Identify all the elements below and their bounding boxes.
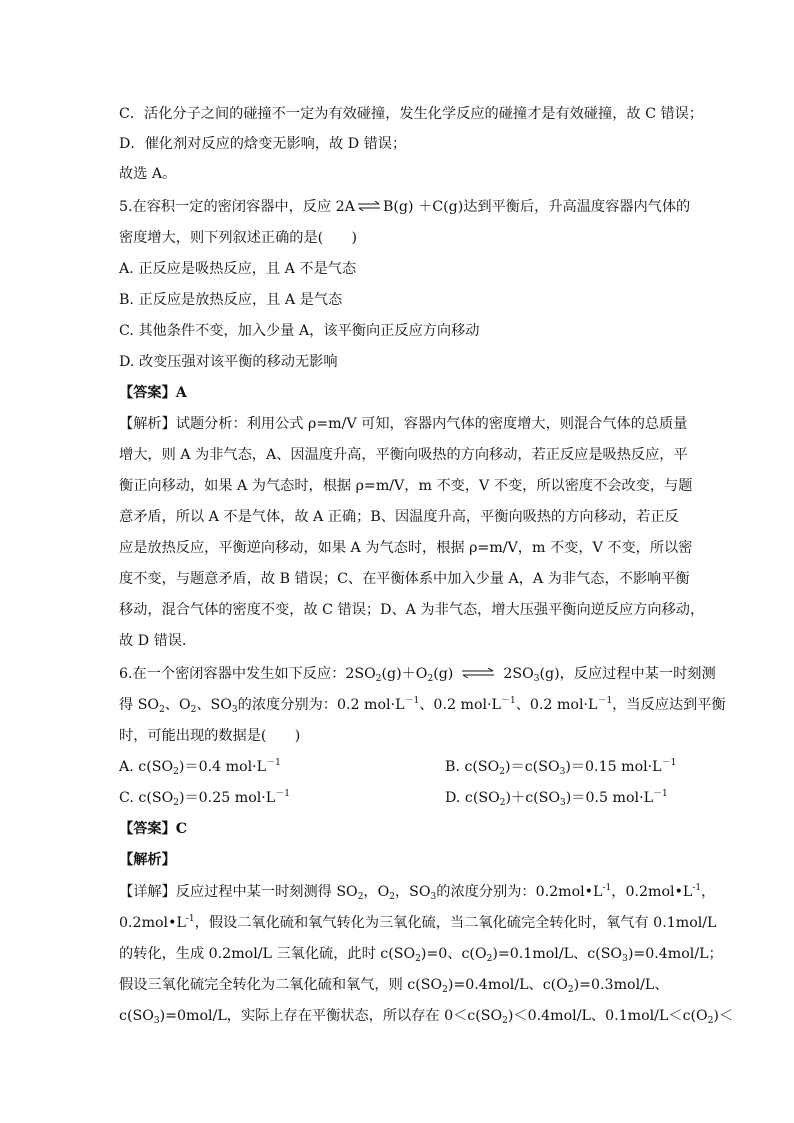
text-line: C．活化分子之间的碰撞不一定为有效碰撞，发生化学反应的碰撞才是有效碰撞，故 C 错误；: [119, 106, 704, 122]
equilibrium-arrow-icon: [357, 201, 381, 211]
text-line: 故选 A。: [119, 166, 177, 182]
question-5-option-d: D. 改变压强对该平衡的移动无影响: [119, 354, 338, 370]
question-5-stem: 5.在容积一定的密闭容器中，反应 2A B(g) ＋C(g)达到平衡后，升高温度容器内气体的: [119, 199, 691, 215]
question-6-stem: 时，可能出现的数据是( ): [119, 728, 301, 744]
question-5-answer: 【答案】A: [119, 385, 187, 401]
question-6-answer: 【答案】C: [119, 821, 188, 837]
question-5-option-c: C. 其他条件不变，加入少量 A，该平衡向正反应方向移动: [119, 323, 480, 339]
question-6-option-c: C. $c(SO_2)=0.25$ $mol\cdot L^{-1}$: [119, 789, 290, 808]
question-6-detail: $0.2mol•L^{-1}$，假设二氧化硫和氧气转化为三氧化硫，当二氧化硫完全转化时，氧气有 0.1mol/L: [119, 914, 717, 931]
question-5-explanation: 故 D 错误．: [119, 633, 197, 649]
question-5-option-a: A. 正反应是吸热反应，且 A 不是气态: [119, 261, 357, 277]
question-5-explanation: 增大，则 A 为非气态，A、因温度升高，平衡向吸热的方向移动，若正反应是吸热反应，平: [119, 447, 688, 463]
question-6-option-b: B. $c(SO_2)=c(SO_3)=0.15$ $mol\cdot L^{-1}$: [445, 758, 677, 777]
question-6-detail: 假设三氧化硫完全转化为二氧化硫和氧气，则 $c(SO_2)=0.4mol/L$、$c(O_2)=0.3mol/L$、: [119, 977, 669, 995]
question-6-stem: 6.在一个密闭容器中发生如下反应：$2SO_2(g)+O_2(g)$ $2SO_3(g)$，反应过程中某一时刻测: [119, 666, 716, 684]
question-5-explanation: 度不变，与题意矛盾，故 B 错误；C、在平衡体系中加入少量 A，A 为非气态，不影响平衡: [119, 571, 690, 587]
question-6-analysis-heading: 【解析】: [119, 852, 176, 868]
question-5-explanation: 【解析】试题分析：利用公式 ρ=m/V 可知，容器内气体的密度增大，则混合气体的总质量: [119, 416, 688, 432]
question-6-stem: 得 $SO_2$、$O_2$、$SO_3$的浓度分别为：0.2 $mol\cdot L^{-1}$、0.2 $mol\cdot L^{-1}$、0.2 $mol\cdot L^{-1}$，当反应达到平衡: [119, 696, 726, 715]
question-5-explanation: 应是放热反应，平衡逆向移动，如果 A 为气态时，根据 ρ=m/V，m 不变，V 不变，所以密: [119, 540, 693, 556]
question-6-detail: 的转化，生成 0.2mol/L 三氧化硫，此时 $c(SO_2)=0$、$c(O_2)=0.1mol/L$、$c(SO_3)=0.4mol/L$；: [119, 946, 723, 964]
question-5-explanation: 衡正向移动，如果 A 为气态时，根据 ρ=m/V，m 不变，V 不变，所以密度不会改变，与题: [119, 478, 693, 494]
text-line: D．催化剂对反应的焓变无影响，故 D 错误；: [119, 136, 407, 152]
question-6-detail: $c(SO_3)=0mol/L$，实际上存在平衡状态，所以存在 $0<c(SO_2)<0.4mol/L$、$0.1mol/L<c(O_2)<$: [119, 1008, 734, 1026]
question-5-option-b: B. 正反应是放热反应，且 A 是气态: [119, 292, 343, 308]
question-6-detail: 【详解】反应过程中某一时刻测得 $SO_2$，$O_2$，$SO_3$的浓度分别为：$0.2mol•L^{-1}$，$0.2mol•L^{-1}$，: [119, 883, 716, 902]
question-5-stem: 密度增大，则下列叙述正确的是( ): [119, 230, 358, 246]
question-6-option-d: D. $c(SO_2)+c(SO_3)=0.5$ $mol\cdot L^{-1}$: [445, 789, 668, 808]
question-6-option-a: A. $c(SO_2)=0.4$ $mol\cdot L^{-1}$: [119, 758, 281, 777]
equilibrium-arrow-icon: [461, 668, 495, 678]
question-5-explanation: 移动，混合气体的密度不变，故 C 错误；D、A 为非气态，增大压强平衡向逆反应方向移动，: [119, 602, 705, 618]
question-5-explanation: 意矛盾，所以 A 不是气体，故 A 正确；B、因温度升高，平衡向吸热的方向移动，若正反: [119, 509, 679, 525]
